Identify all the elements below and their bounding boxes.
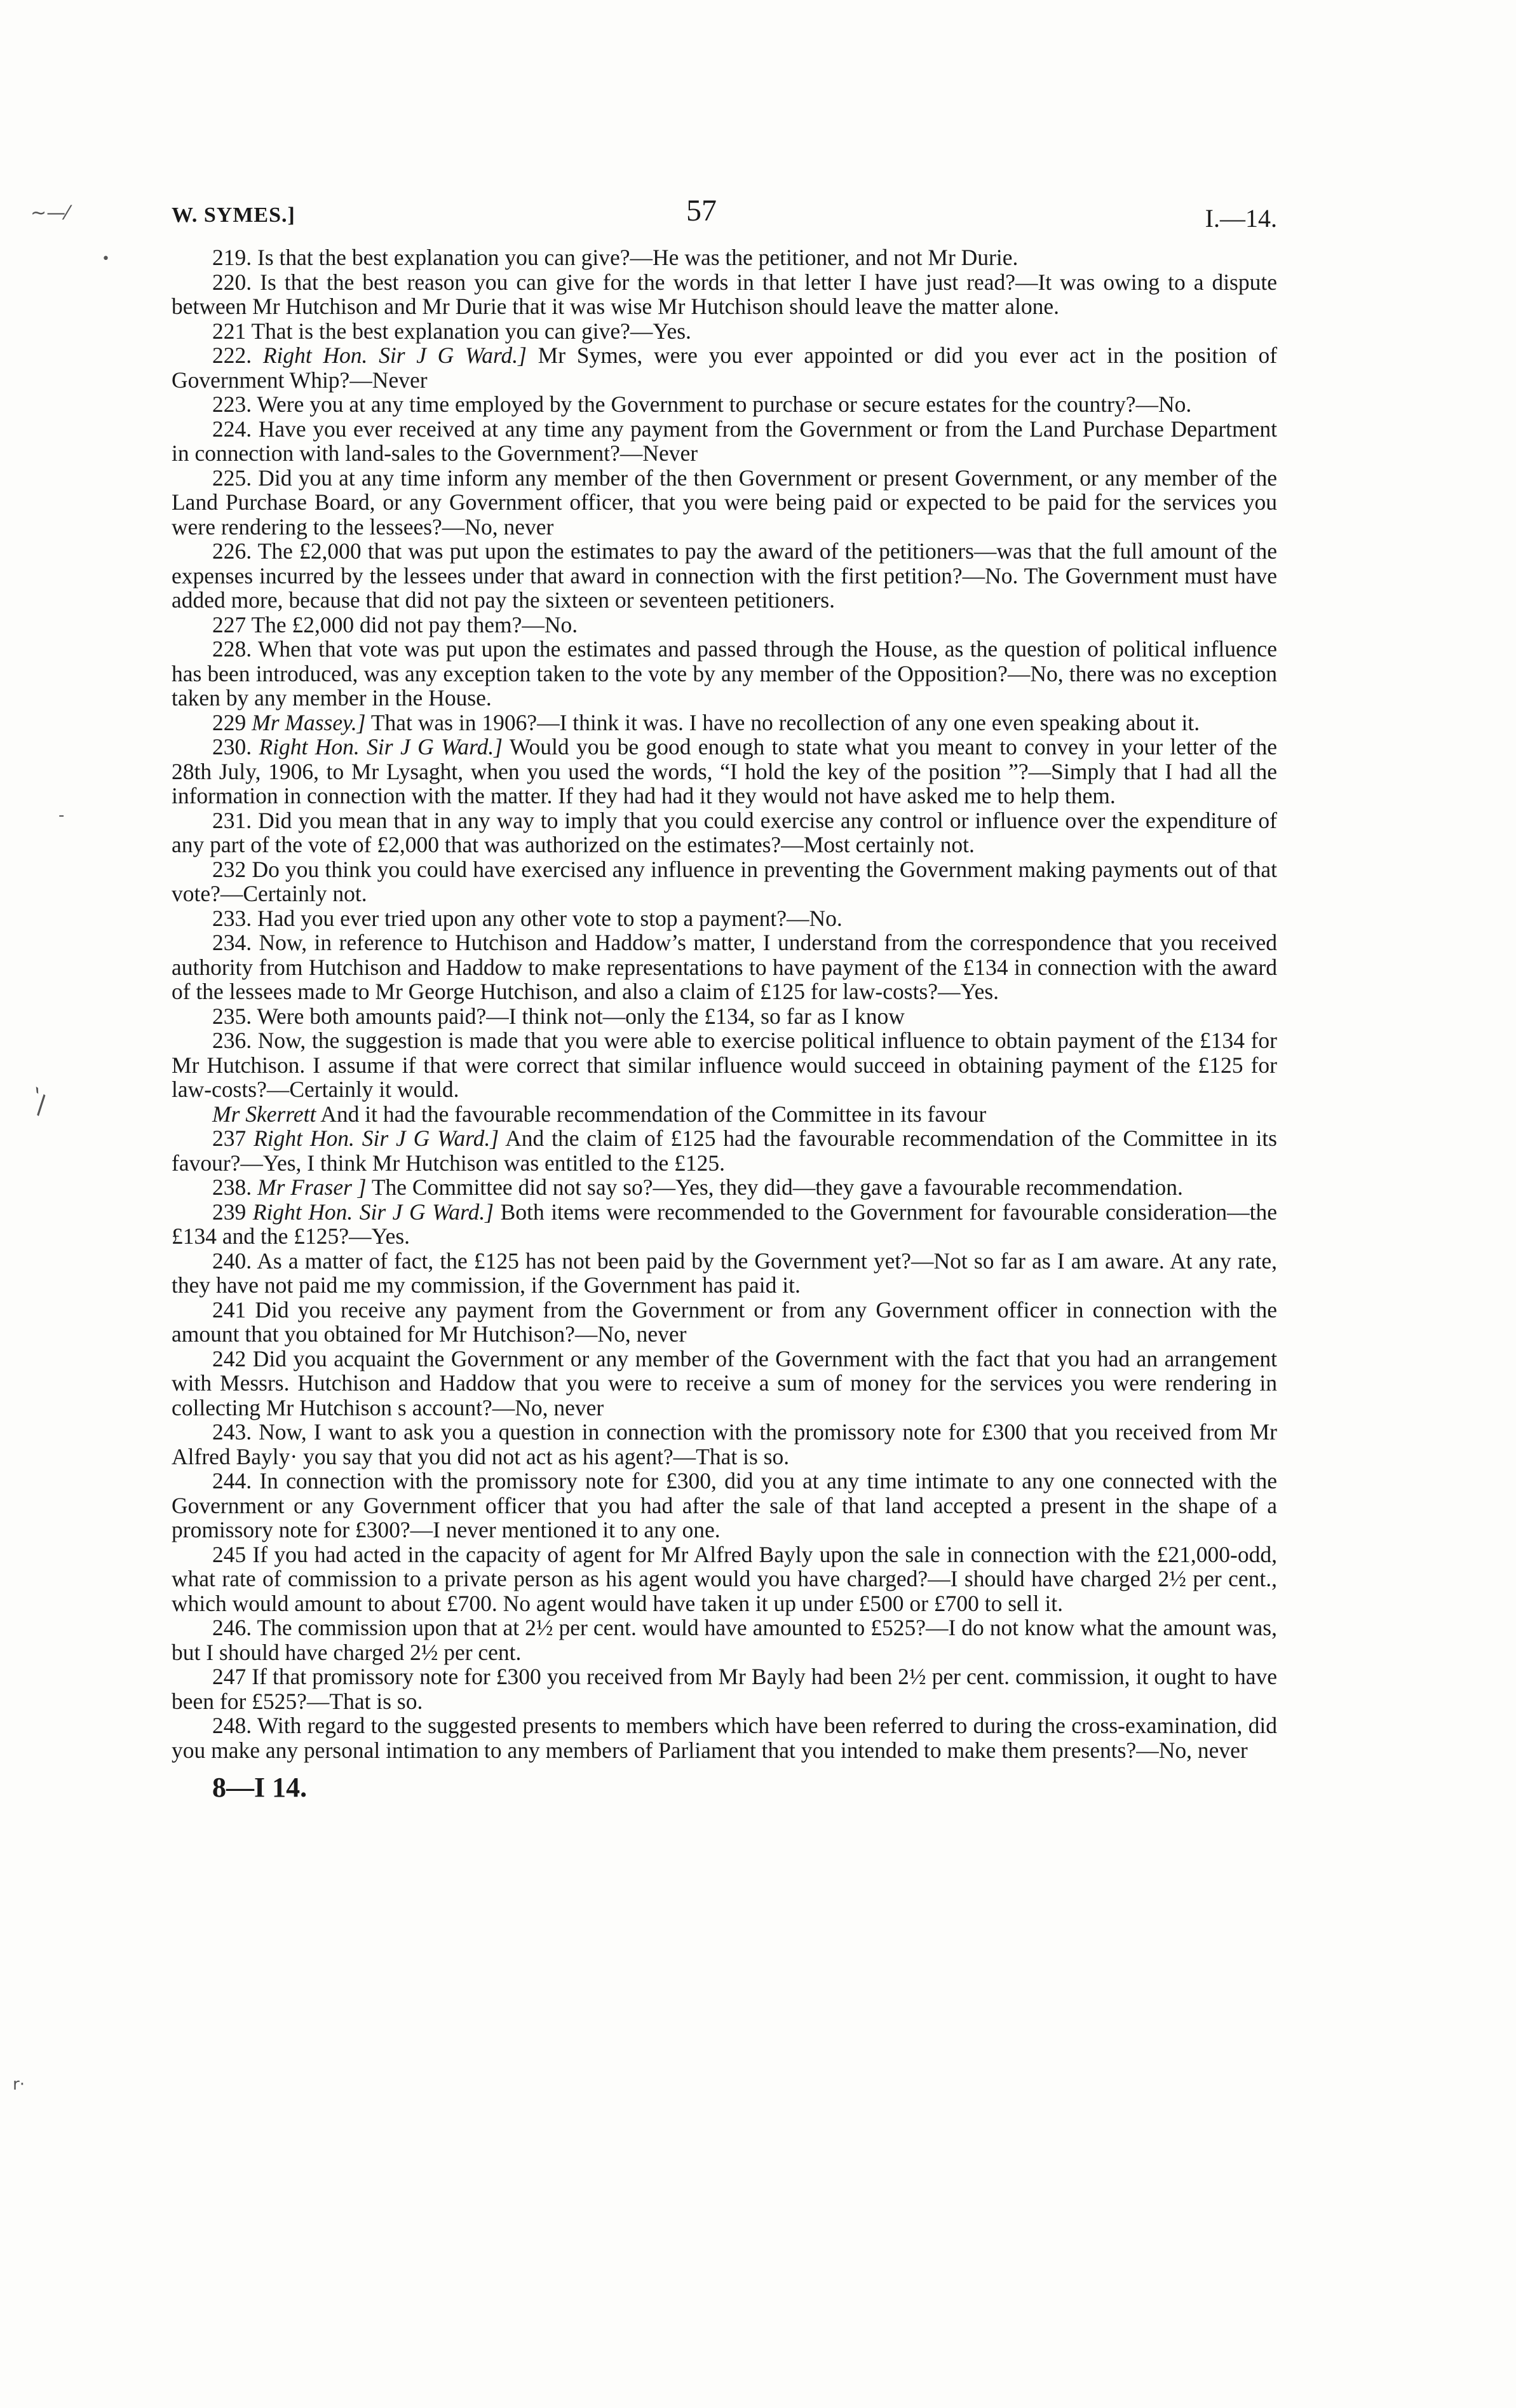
question-number: 237 xyxy=(212,1126,247,1151)
paper-reference: I.—14. xyxy=(1205,204,1277,233)
paragraph-text: 243. Now, I want to ask you a question in connection with the promissory note for £300 that you received from Mr Alfred Bayly· you say that you did not act as his agent?—That is so. xyxy=(172,1419,1277,1469)
speaker-name: Mr Skerrett xyxy=(212,1101,316,1127)
margin-dot-mark: • xyxy=(102,251,110,267)
paragraph-text: 248. With regard to the suggested presents to members which have been referred to during the cross-examination, did you make any personal intimation to any members of Parliament that you intended to make them presents?—No, never xyxy=(172,1713,1277,1763)
paragraph-text: 226. The £2,000 that was put upon the estimates to pay the award of the petitioners—was that the full amount of the expenses incurred by the lessees under that award in connection with the first petition?—No. The Government must have added more, because that did not pay the sixteen or seventeen petitioners. xyxy=(172,538,1277,613)
paragraph-text: 224. Have you ever received at any time any payment from the Government or from the Land Purchase Department in connection with land-sales to the Government?—Never xyxy=(172,416,1277,466)
paragraph-text: 246. The commission upon that at 2½ per cent. would have amounted to £525?—I do not know what the amount was, but I should have charged 2½ per cent. xyxy=(172,1615,1277,1665)
signature-mark: 8—I 14. xyxy=(212,1772,308,1803)
testimony-paragraph xyxy=(172,1420,1277,1469)
paragraph-text: 220. Is that the best reason you can give for the words in that letter I have just read?—It was owing to a dispute between Mr Hutchison and Mr Durie that it was wise Mr Hutchison should leave the matter alone. xyxy=(172,269,1277,319)
testimony-paragraph xyxy=(172,466,1277,540)
page-header xyxy=(172,191,1277,241)
paragraph-text: 232 Do you think you could have exercised any influence in preventing the Government making payments out of that vote?—Certainly not. xyxy=(172,856,1277,906)
margin-slash-mark: ˋ\ xyxy=(18,1083,53,1120)
paragraph-text: 244. In connection with the promissory note for £300, did you at any time intimate to any one connected with the Government or any Government officer that you had after the sale of that land accepted a present in the shape of a promissory note for £300?—I never mentioned it to any one. xyxy=(172,1468,1277,1542)
paragraph-text: 236. Now, the suggestion is made that you were able to exercise political influence to obtain payment of the £134 for Mr Hutchison. I assume if that were correct that similar influence would succeed in obtaining payment of the £125 for law-costs?—Certainly it would. xyxy=(172,1028,1277,1102)
paragraph-text: Mr Symes, were you ever appointed or did you ever act in the position of Government Whip?—Never xyxy=(172,343,1278,393)
paragraph-text: 231. Did you mean that in any way to imply that you could exercise any control or influence over the expenditure of any part of the vote of £2,000 that was authorized on the estimates?—Most certainly not. xyxy=(172,807,1277,857)
testimony-paragraph xyxy=(172,735,1277,808)
question-number: 239 xyxy=(212,1199,247,1225)
paragraph-text: 228. When that vote was put upon the estimates and passed through the House, as the question of political influence has been introduced, was any exception taken to the vote by any member of the Opposition?—No, there was no exception taken by any member in the House. xyxy=(172,636,1277,711)
testimony-paragraph xyxy=(172,930,1277,1004)
paragraph-text: 221 That is the best explanation you can give?—Yes. xyxy=(212,318,691,344)
testimony-paragraph xyxy=(172,539,1277,613)
testimony-paragraph xyxy=(172,906,1277,931)
witness-label: W. SYMES.] xyxy=(172,203,295,227)
question-number: 222. xyxy=(212,343,252,368)
testimony-paragraph xyxy=(172,1347,1277,1420)
testimony-paragraph xyxy=(172,1175,1277,1200)
paragraph-text: 225. Did you at any time inform any member of the then Government or present Government, or any member of the Land Purchase Board, or any Government officer, that you were being paid or expected to be paid for the services you were rendering to the lessees?—No, never xyxy=(172,465,1277,540)
testimony-paragraph xyxy=(172,1028,1277,1102)
paragraph-text: And the claim of £125 had the favourable recommendation of the Committee in its favour?—Yes, I think Mr Hutchison was entitled to the £125. xyxy=(172,1126,1277,1176)
testimony-paragraph xyxy=(172,1616,1277,1664)
testimony-paragraph xyxy=(172,1664,1277,1713)
speaker-name: Right Hon. Sir J G Ward.] xyxy=(252,1199,494,1225)
testimony-paragraph xyxy=(172,613,1277,637)
paragraph-text: 241 Did you receive any payment from the Government or from any Government officer in connection with the amount that you obtained for Mr Hutchison?—No, never xyxy=(172,1296,1277,1347)
margin-scratch-mark-top: ~—⁄ xyxy=(30,202,69,224)
testimony-paragraph xyxy=(172,392,1277,417)
paragraph-text: And it had the favourable recommendation of the Committee in its favour xyxy=(320,1101,987,1127)
testimony-paragraph xyxy=(172,1004,1277,1029)
testimony-paragraph xyxy=(172,808,1277,857)
testimony-paragraph xyxy=(172,637,1277,711)
paragraph-text: That was in 1906?—I think it was. I have no recollection of any one even speaking about it. xyxy=(370,709,1200,735)
testimony-paragraph xyxy=(172,711,1277,735)
paragraph-text: 234. Now, in reference to Hutchison and Haddow’s matter, I understand from the correspondence that you received authority from Hutchison and Haddow to make representations to have payment of the £134 in connection with the award of the lessees made to Mr George Hutchison, and also a claim of £125 for law-costs?—Yes. xyxy=(172,930,1277,1004)
question-number: 229 xyxy=(212,709,247,735)
margin-dash-mark: - xyxy=(58,806,65,825)
paragraph-text: 219. Is that the best explanation you can give?—He was the petitioner, and not Mr Durie. xyxy=(212,245,1019,270)
paragraph-text: 227 The £2,000 did not pay them?—No. xyxy=(212,611,578,637)
paragraph-text: 233. Had you ever tried upon any other vote to stop a payment?—No. xyxy=(212,905,843,931)
testimony-paragraph xyxy=(172,1126,1277,1175)
testimony-paragraph xyxy=(172,1102,1277,1127)
paragraph-text: 242 Did you acquaint the Government or any member of the Government with the fact that you had an arrangement with Messrs. Hutchison and Haddow that you were to receive a sum of money for the services you were rendering in collecting Mr Hutchison s account?—No, never xyxy=(172,1345,1277,1420)
testimony-paragraph xyxy=(172,417,1277,466)
testimony-paragraph xyxy=(172,245,1277,270)
speaker-name: Right Hon. Sir J G Ward.] xyxy=(254,1126,499,1151)
paragraph-text: The Committee did not say so?—Yes, they did—they gave a favourable recommendation. xyxy=(371,1174,1183,1200)
testimony-paragraph xyxy=(172,1200,1277,1249)
page-number: 57 xyxy=(686,194,717,228)
paragraph-text: Both items were recommended to the Government for favourable consideration—the £134 and the £125?—Yes. xyxy=(172,1199,1278,1249)
question-number: 230. xyxy=(212,734,252,759)
testimony-paragraph xyxy=(172,1713,1277,1762)
document-page xyxy=(172,191,1277,1804)
speaker-name: Mr Fraser ] xyxy=(257,1174,367,1200)
paragraph-text: 247 If that promissory note for £300 you received from Mr Bayly had been 2½ per cent. commission, it ought to have been for £525?—That is so. xyxy=(172,1664,1277,1714)
speaker-name: Mr Massey.] xyxy=(252,709,366,735)
paragraph-text: 245 If you had acted in the capacity of agent for Mr Alfred Bayly upon the sale in connection with the £21,000-odd, what rate of commission to a private person as his agent would you have charged?—I should have charged 2½ per cent., which would amount to about £700. No agent would have taken it up under £500 or £700 to sell it. xyxy=(172,1541,1277,1616)
paragraph-text: 240. As a matter of fact, the £125 has not been paid by the Government yet?—Not so far as I am aware. At any rate, they have not paid me my commission, if the Government has paid it. xyxy=(172,1248,1277,1298)
paragraph-text: 223. Were you at any time employed by the Government to purchase or secure estates for the country?—No. xyxy=(212,391,1192,417)
testimony-paragraph xyxy=(172,270,1277,319)
speaker-name: Right Hon. Sir J G Ward.] xyxy=(259,734,503,759)
question-number: 238. xyxy=(212,1174,252,1200)
testimony-paragraph xyxy=(172,319,1277,344)
testimony-paragraph xyxy=(172,343,1277,392)
paragraph-text: Would you be good enough to state what you meant to convey in your letter of the 28th July, 1906, to Mr Lysaght, when you used the words, “I hold the key of the position ”?—Simply that I had all the information in connection with the matter. If they had had it they would not have asked me to help them. xyxy=(172,734,1278,808)
speaker-name: Right Hon. Sir J G Ward.] xyxy=(262,343,527,368)
testimony-paragraph xyxy=(172,1542,1277,1616)
testimony-paragraph xyxy=(172,857,1277,906)
paragraph-text: 235. Were both amounts paid?—I think not—only the £134, so far as I know xyxy=(212,1003,905,1029)
testimony-paragraph xyxy=(172,1249,1277,1298)
testimony-paragraph xyxy=(172,1469,1277,1542)
testimony-paragraph xyxy=(172,1298,1277,1347)
margin-scratch-mark-bottom: r· xyxy=(13,2075,25,2094)
testimony-body xyxy=(172,245,1277,1762)
